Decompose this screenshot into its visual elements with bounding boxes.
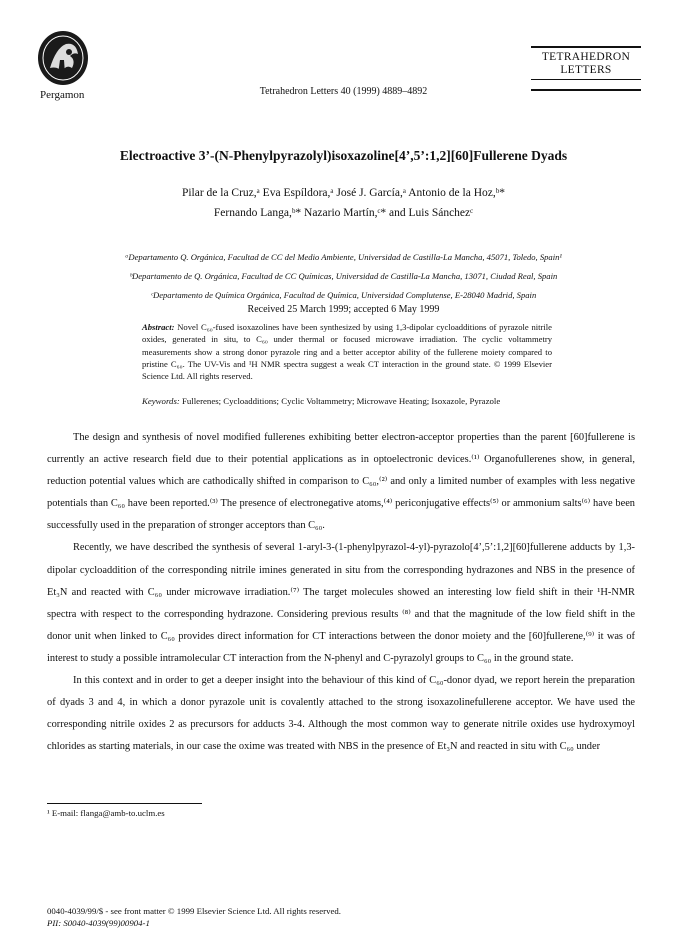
journal-name-line1: TETRAHEDRON (541, 51, 631, 63)
masthead-rule-top (531, 46, 641, 48)
publisher-name: Pergamon (40, 89, 85, 101)
authors-line2: Fernando Langa,ᵇ* Nazario Martín,ᶜ* and Luis Sánchezᶜ (213, 207, 474, 219)
keywords-text: Fullerenes; Cycloadditions; Cyclic Voltammetry; Microwave Heating; Isoxazole, Pyrazole (182, 396, 501, 406)
elsevier-tree-logo (36, 30, 90, 88)
footnote-divider (47, 803, 202, 804)
authors-line1: Pilar de la Cruz,ᵃ Eva Espíldora,ᵃ José J. García,ᵃ Antonio de la Hoz,ᵇ* (181, 187, 506, 199)
affiliation-a: ᵃDepartamento Q. Orgánica, Facultad de CC del Medio Ambiente, Universidad de Castilla-La Mancha, 45071, Toledo, Spain¹ (124, 252, 562, 262)
journal-name (531, 51, 641, 77)
masthead-rule-bottom (531, 89, 641, 91)
body-paragraph: In this context and in order to get a deeper insight into the behaviour of this kind of C₆₀-donor dyad, we report herein the preparation of dyads 3 and 4, in which a donor pyrazole unit is covalently attached to the strong isoxazolinefullerene acceptor. We have used the corresponding nitrile oxides 2 as precursors for adducts 3-4. Although the most common way to generate nitrile oxides use hydroxymoyl chlorides as starting materials, in our case the oxime was treated with NBS in the presence of Et₃N and reacted in situ with C₆₀ under (47, 675, 635, 753)
article-title: Electroactive 3’-(N-Phenylpyrazolyl)isoxazoline[4’,5’:1,2][60]Fullerene Dyads (119, 148, 568, 163)
keywords-label: Keywords: (142, 396, 180, 406)
abstract (142, 321, 552, 382)
footnote-email: ¹ E-mail: flanga@amb-to.uclm.es (47, 808, 165, 818)
author-list (0, 183, 687, 223)
affiliation-c: ᶜDepartamento de Química Orgánica, Facultad de Química, Universidad Complutense, E-28040 Madrid, Spain (150, 290, 537, 300)
keywords (142, 396, 622, 406)
footer-pii: PII: S0040-4039(99)00904-1 (47, 918, 150, 928)
received-accepted-dates: Received 25 March 1999; accepted 6 May 1999 (247, 304, 440, 315)
footer-copyright: 0040-4039/99/$ - see front matter © 1999 Elsevier Science Ltd. All rights reserved. (47, 906, 341, 916)
body-paragraph: Recently, we have described the synthesis of several 1-aryl-3-(1-phenylpyrazol-4-yl)-pyrazolo[4’,5’:1,2][60]fullerene adducts by 1,3-dipolar cycloaddition of the corresponding nitrile imines generated in situ from the corresponding hydrazones and NBS in the presence of Et₃N and reacted with C₆₀ under microwave irradiation.⁽⁷⁾ The target molecules showed an interesting low field shift in their ¹H-NMR spectra with respect to the corresponding hydrazone. Considering previous results ⁽⁸⁾ and that the magnitude of the low field shift in the donor unit when linked to C₆₀ provides direct information for CT interactions between the donor moiety and the [60]fullerene,⁽⁹⁾ it was of interest to study a possible intramolecular CT interaction from the N-phenyl and C-pyrazolyl groups to C₆₀ in the ground state. (47, 542, 635, 664)
affiliation-b: ᵇDepartamento de Q. Orgánica, Facultad de CC Químicas, Universidad de Castilla-La Mancha, 13071, Ciudad Real, Spain (129, 271, 558, 281)
journal-reference: Tetrahedron Letters 40 (1999) 4889–4892 (259, 86, 428, 97)
main-body (47, 427, 635, 758)
journal-name-line2: LETTERS (560, 64, 612, 76)
abstract-label: Abstract: (142, 322, 175, 332)
page-footer (47, 905, 341, 929)
body-paragraph: The design and synthesis of novel modified fullerenes exhibiting better electron-acceptor properties than the parent [60]fullerene is currently an active research field due to their potential applications as in optoelectronic devices.⁽¹⁾ Organofullerenes show, in general, reduction potential values which are cathodically shifted in comparison to C₆₀,⁽²⁾ and only a limited number of examples with less negative potentials than C₆₀ have been reported.⁽³⁾ The presence of electronegative atoms,⁽⁴⁾ periconjugative effects⁽⁵⁾ or ammonium salts⁽⁶⁾ have been successfully used in the preparation of stronger acceptors than C₆₀. (47, 432, 635, 532)
abstract-text: Novel C₆₀-fused isoxazolines have been synthesized by using 1,3-dipolar cycloadditions of pyrazole nitrile oxides, generated in situ, to C₆₀ under thermal or focused microwave irradiation. The cyclic voltammetry measurements show a strong donor pyrazole ring and a better acceptor ability of the fullerene moiety compared to pristine C₆₀. The UV-Vis and ¹H NMR spectra suggest a weak CT interaction in the ground state. © 1999 Elsevier Science Ltd. All rights reserved. (142, 322, 552, 382)
journal-masthead (531, 46, 641, 91)
